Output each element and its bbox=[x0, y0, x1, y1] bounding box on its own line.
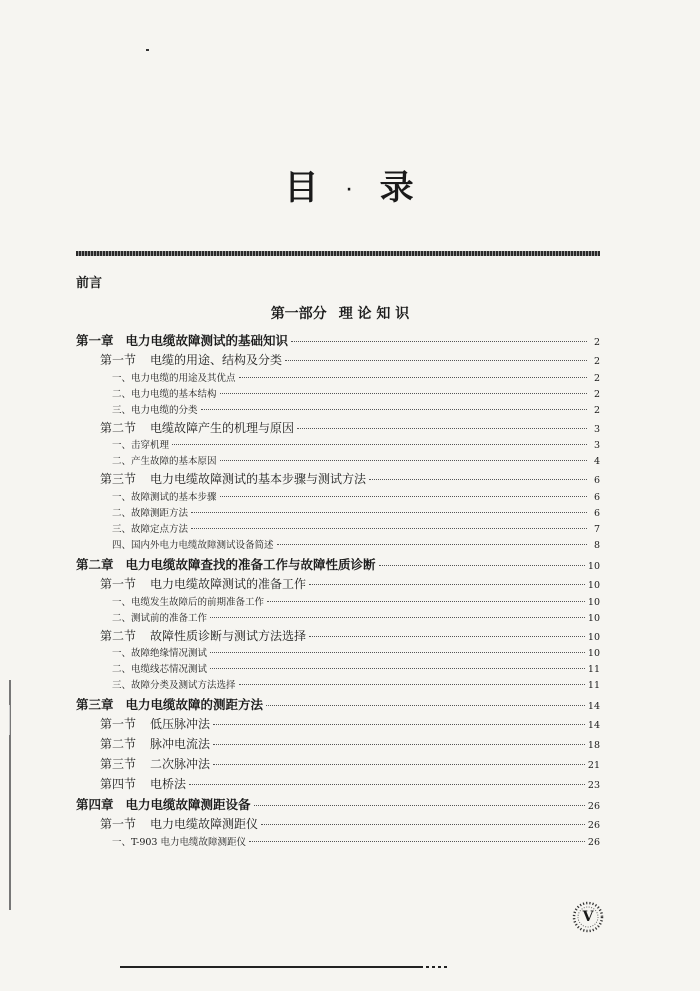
toc-entry-number: 一、 bbox=[112, 648, 132, 660]
toc-entry-number: 第一节 bbox=[100, 817, 137, 832]
toc-section-entry[interactable] bbox=[76, 470, 600, 490]
toc-entry-page: 2 bbox=[593, 356, 600, 367]
toc-entry-title: 故障定点方法 bbox=[131, 524, 189, 536]
toc-entry-title: 电力电缆的分类 bbox=[131, 404, 198, 416]
part-label: 第一部分 bbox=[270, 306, 327, 322]
toc-section-entry[interactable] bbox=[76, 735, 600, 755]
table-of-contents bbox=[76, 330, 600, 851]
toc-section-entry[interactable] bbox=[76, 627, 600, 647]
toc-entry-title: 电力电缆故障查找的准备工作与故障性质诊断 bbox=[125, 557, 376, 573]
toc-leader-dots bbox=[220, 496, 587, 497]
toc-item-entry[interactable] bbox=[76, 595, 600, 611]
toc-item-entry[interactable] bbox=[76, 454, 600, 470]
toc-entry-number: 第一节 bbox=[100, 717, 137, 732]
toc-entry-number: 第四节 bbox=[100, 776, 137, 791]
toc-entry-title: 低压脉冲法 bbox=[150, 717, 211, 732]
toc-entry-title: 电力电缆的基本结构 bbox=[131, 388, 217, 400]
toc-leader-dots bbox=[267, 601, 585, 602]
toc-leader-dots bbox=[213, 744, 585, 745]
title-char-1: 目 bbox=[284, 168, 321, 208]
toc-chapter-entry[interactable] bbox=[76, 794, 600, 815]
toc-entry-title: 故障测试的基本步骤 bbox=[131, 492, 217, 504]
toc-entry-number: 一、 bbox=[112, 596, 132, 608]
toc-entry-page: 6 bbox=[593, 492, 600, 504]
toc-item-entry[interactable] bbox=[76, 371, 600, 387]
toc-leader-dots bbox=[379, 565, 585, 566]
toc-item-entry[interactable] bbox=[76, 506, 600, 522]
toc-leader-dots bbox=[201, 409, 587, 410]
toc-leader-dots bbox=[285, 360, 587, 361]
toc-entry-page: 14 bbox=[587, 701, 600, 713]
toc-entry-number: 四、 bbox=[112, 540, 132, 552]
title-rule bbox=[76, 251, 600, 256]
toc-entry-number: 第二章 bbox=[76, 557, 114, 573]
toc-leader-dots bbox=[210, 617, 585, 618]
toc-entry-page: 4 bbox=[593, 456, 600, 468]
toc-entry-title: 电缆发生故障后的前期准备工作 bbox=[131, 596, 265, 608]
toc-entry-number: 一、 bbox=[112, 372, 132, 384]
footer-rule-dashed bbox=[420, 966, 450, 968]
toc-leader-dots bbox=[266, 705, 585, 706]
page-number: V bbox=[582, 909, 594, 925]
toc-leader-dots bbox=[191, 512, 587, 513]
toc-entry-number: 第一节 bbox=[100, 353, 137, 367]
toc-entry-number: 三、 bbox=[112, 524, 132, 536]
toc-leader-dots bbox=[189, 784, 585, 785]
toc-entry-title: 故障测距方法 bbox=[131, 508, 189, 520]
toc-leader-dots bbox=[239, 684, 585, 685]
toc-entry-page: 26 bbox=[587, 801, 600, 813]
page-number-emblem bbox=[571, 900, 605, 934]
toc-section-entry[interactable] bbox=[76, 575, 600, 595]
toc-item-entry[interactable] bbox=[76, 403, 600, 419]
toc-entry-title: 电缆线芯情况测试 bbox=[131, 664, 208, 676]
toc-entry-page: 6 bbox=[593, 508, 600, 520]
toc-entry-page: 14 bbox=[587, 720, 600, 732]
toc-entry-page: 21 bbox=[587, 759, 600, 771]
toc-entry-number: 第二节 bbox=[100, 628, 137, 643]
toc-leader-dots bbox=[277, 544, 587, 545]
toc-entry-title: 电力电缆的用途及其优点 bbox=[131, 372, 236, 384]
toc-entry-page: 26 bbox=[587, 836, 600, 848]
toc-entry-number: 二、 bbox=[112, 508, 132, 520]
toc-entry-number: 二、 bbox=[112, 388, 132, 400]
toc-chapter-entry[interactable] bbox=[76, 694, 600, 715]
toc-entry-title: 电力电缆故障测试的基本步骤与测试方法 bbox=[150, 472, 367, 487]
toc-leader-dots bbox=[309, 584, 585, 585]
toc-entry-title: T-903 电力电缆故障测距仪 bbox=[131, 836, 246, 848]
toc-entry-page: 3 bbox=[593, 423, 600, 435]
toc-item-entry[interactable] bbox=[76, 522, 600, 538]
toc-entry-title: 产生故障的基本原因 bbox=[131, 456, 217, 468]
toc-leader-dots bbox=[220, 393, 587, 394]
page-title bbox=[0, 160, 700, 209]
toc-entry-number: 第四章 bbox=[76, 797, 114, 813]
title-char-2: 录 bbox=[379, 168, 416, 208]
part-heading bbox=[0, 303, 680, 323]
toc-item-entry[interactable] bbox=[76, 490, 600, 506]
toc-leader-dots bbox=[261, 824, 585, 825]
toc-entry-number: 第三节 bbox=[100, 472, 137, 487]
toc-entry-number: 三、 bbox=[112, 680, 132, 692]
toc-leader-dots bbox=[309, 636, 585, 637]
toc-entry-number: 第二节 bbox=[100, 420, 137, 435]
toc-entry-page: 2 bbox=[593, 372, 600, 384]
toc-entry-number: 三、 bbox=[112, 404, 132, 416]
toc-entry-title: 击穿机理 bbox=[131, 440, 170, 452]
toc-entry-number: 二、 bbox=[112, 612, 132, 624]
title-separator: · bbox=[346, 181, 354, 198]
toc-item-entry[interactable] bbox=[76, 387, 600, 403]
toc-item-entry[interactable] bbox=[76, 538, 600, 554]
toc-leader-dots bbox=[291, 341, 587, 342]
toc-leader-dots bbox=[191, 528, 587, 529]
toc-leader-dots bbox=[249, 841, 585, 842]
toc-entry-page: 2 bbox=[593, 404, 600, 416]
toc-entry-title: 测试前的准备工作 bbox=[131, 612, 208, 624]
toc-entry-title: 国内外电力电缆故障测试设备简述 bbox=[131, 540, 274, 552]
toc-entry-title: 故障绝缘情况测试 bbox=[131, 648, 208, 660]
toc-leader-dots bbox=[369, 479, 587, 480]
toc-entry-page: 10 bbox=[587, 561, 600, 573]
toc-section-entry[interactable] bbox=[76, 419, 600, 439]
toc-entry-page: 10 bbox=[587, 631, 600, 643]
footer-rule bbox=[120, 966, 420, 968]
toc-leader-dots bbox=[213, 764, 585, 765]
toc-entry-page: 3 bbox=[593, 440, 600, 452]
toc-section-entry[interactable] bbox=[76, 351, 600, 371]
toc-entry-page: 6 bbox=[593, 475, 600, 487]
toc-leader-dots bbox=[220, 460, 587, 461]
toc-item-entry[interactable] bbox=[76, 438, 600, 454]
toc-entry-title: 故障分类及测试方法选择 bbox=[131, 680, 236, 692]
toc-leader-dots bbox=[210, 652, 585, 653]
toc-entry-page: 23 bbox=[587, 779, 600, 791]
toc-entry-title: 电力电缆故障测试的基础知识 bbox=[125, 333, 289, 348]
toc-section-entry[interactable] bbox=[76, 775, 600, 795]
toc-leader-dots bbox=[239, 377, 587, 378]
toc-entry-number: 第一章 bbox=[76, 333, 114, 348]
toc-leader-dots bbox=[213, 724, 585, 725]
toc-entry-page: 2 bbox=[593, 388, 600, 400]
toc-entry-title: 电力电缆故障测距设备 bbox=[125, 797, 251, 813]
toc-entry-page: 10 bbox=[587, 648, 600, 660]
toc-entry-number: 一、 bbox=[112, 492, 132, 504]
part-name: 理 论 知 识 bbox=[338, 306, 410, 322]
toc-entry-number: 一、 bbox=[112, 440, 132, 452]
toc-chapter-entry[interactable] bbox=[76, 554, 600, 575]
toc-entry-number: 一、 bbox=[112, 836, 132, 848]
toc-entry-page: 8 bbox=[593, 540, 600, 552]
toc-entry-title: 电力电缆故障测试的准备工作 bbox=[150, 577, 307, 592]
toc-entry-page: 2 bbox=[593, 337, 600, 348]
toc-entry-page: 10 bbox=[587, 612, 600, 624]
toc-entry-title: 故障性质诊断与测试方法选择 bbox=[150, 628, 307, 643]
toc-entry-number: 第三节 bbox=[100, 756, 137, 771]
toc-entry-page: 11 bbox=[587, 664, 600, 676]
toc-entry-number: 第三章 bbox=[76, 697, 114, 713]
toc-item-entry[interactable] bbox=[76, 662, 600, 678]
toc-entry-number: 第二节 bbox=[100, 737, 137, 752]
toc-entry-title: 电缆的用途、结构及分类 bbox=[150, 353, 283, 367]
toc-entry-title: 脉冲电流法 bbox=[150, 737, 211, 752]
toc-entry-title: 二次脉冲法 bbox=[150, 756, 211, 771]
toc-section-entry[interactable] bbox=[76, 755, 600, 775]
toc-entry-title: 电桥法 bbox=[150, 776, 187, 791]
scan-speck bbox=[146, 49, 149, 51]
toc-preface[interactable]: 前言 bbox=[76, 276, 103, 291]
toc-entry-title: 电缆故障产生的机理与原因 bbox=[150, 420, 295, 435]
toc-leader-dots bbox=[172, 444, 587, 445]
toc-item-entry[interactable] bbox=[76, 646, 600, 662]
toc-entry-number: 第一节 bbox=[100, 577, 137, 592]
toc-entry-page: 10 bbox=[587, 596, 600, 608]
toc-leader-dots bbox=[297, 428, 587, 429]
toc-entry-page: 10 bbox=[587, 580, 600, 592]
toc-chapter-entry[interactable] bbox=[76, 330, 600, 351]
toc-entry-title: 电力电缆故障的测距方法 bbox=[125, 697, 264, 713]
toc-entry-page: 18 bbox=[587, 740, 600, 752]
toc-entry-page: 26 bbox=[587, 820, 600, 832]
toc-entry-title: 电力电缆故障测距仪 bbox=[150, 817, 259, 832]
toc-leader-dots bbox=[210, 668, 585, 669]
toc-entry-number: 二、 bbox=[112, 456, 132, 468]
toc-item-entry[interactable] bbox=[76, 835, 600, 851]
toc-entry-number: 二、 bbox=[112, 664, 132, 676]
toc-item-entry[interactable] bbox=[76, 611, 600, 627]
toc-entry-page: 11 bbox=[587, 680, 600, 692]
toc-leader-dots bbox=[254, 805, 585, 806]
toc-item-entry[interactable] bbox=[76, 678, 600, 694]
toc-section-entry[interactable] bbox=[76, 815, 600, 835]
binding-mark-faint bbox=[9, 705, 10, 735]
toc-section-entry[interactable] bbox=[76, 715, 600, 735]
toc-entry-page: 7 bbox=[593, 524, 600, 536]
